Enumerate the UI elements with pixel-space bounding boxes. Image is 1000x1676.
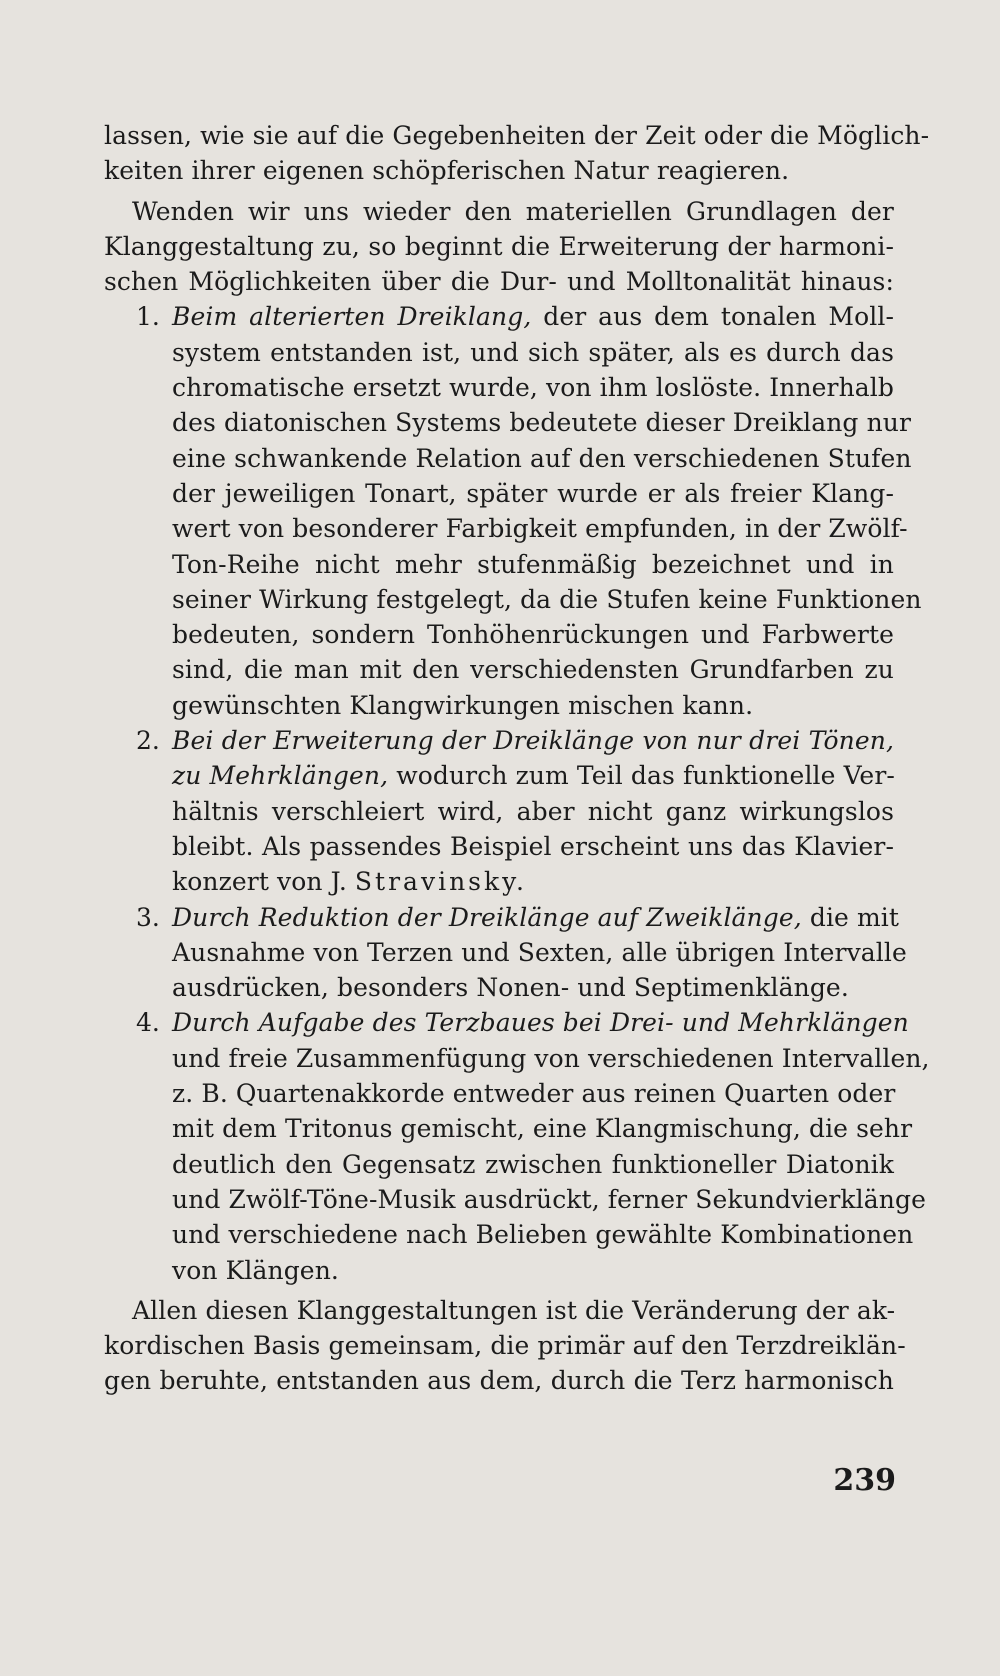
emphasis: zu Mehrklängen, <box>172 761 389 791</box>
text-line <box>172 723 894 758</box>
emphasis: Beim alterierten Dreiklang, <box>172 302 532 332</box>
text-line: Wenden wir uns wieder den materiellen Grundlagen der <box>132 196 894 226</box>
item-number: 2. <box>136 726 160 756</box>
text-line: Ton-Reihe nicht mehr stufenmäßig bezeichnet und in <box>172 549 894 579</box>
text-line: Ausnahme von Terzen und Sexten, alle übrigen Intervalle <box>172 937 907 967</box>
text-line <box>172 864 894 899</box>
paragraph-conclusion <box>104 1293 906 1399</box>
list-item-4 <box>104 1005 930 1287</box>
text-line: lassen, wie sie auf die Gegebenheiten der Zeit oder die Möglich- <box>104 121 930 150</box>
text-line: und freie Zusammenfügung von verschiedenen Intervallen, <box>172 1043 930 1073</box>
text-line: bedeuten, sondern Tonhöhenrückungen und Farbwerte <box>172 620 894 650</box>
text-line <box>172 758 894 793</box>
text-line: bleibt. Als passendes Beispiel erscheint uns das Klavier- <box>172 831 894 861</box>
list-item-1 <box>104 299 922 723</box>
text-line: von Klängen. <box>172 1255 339 1285</box>
text-line: schen Möglichkeiten über die Dur- und Molltonalität hinaus: <box>104 267 894 297</box>
emphasis: Durch Aufgabe des Terzbaues bei Drei- und Mehrklängen <box>172 1008 909 1038</box>
item-number: 3. <box>136 902 160 932</box>
text-line <box>172 1005 909 1040</box>
text-line: z. B. Quartenakkorde entweder aus reinen Quarten oder <box>172 1079 896 1109</box>
text-line <box>172 299 894 334</box>
paragraph-intro <box>104 118 930 189</box>
spaced-name: Stravinsky. <box>354 867 527 897</box>
text-line: deutlich den Gegensatz zwischen funktioneller Diatonik <box>172 1149 894 1179</box>
text-line: keiten ihrer eigenen schöpferischen Natur reagieren. <box>104 156 790 186</box>
page-number: 239 <box>833 1463 896 1498</box>
emphasis: Bei der Erweiterung der Dreiklänge von nur drei Tönen, <box>172 726 894 756</box>
text-line: wert von besonderer Farbigkeit empfunden, in der Zwölf- <box>172 514 908 544</box>
text-line: system entstanden ist, und sich später, als es durch das <box>172 337 894 367</box>
text-line: ausdrücken, besonders Nonen- und Septimenklänge. <box>172 973 849 1003</box>
text-line: Klanggestaltung zu, so beginnt die Erweiterung der harmoni- <box>104 231 894 261</box>
text-run: die mit <box>801 902 900 932</box>
text-run: wodurch zum Teil das funktionelle Ver- <box>388 761 895 791</box>
text-line: seiner Wirkung festgelegt, da die Stufen keine Funktionen <box>172 584 922 614</box>
text-line: und Zwölf-Töne-Musik ausdrückt, ferner Sekundvierklänge <box>172 1184 926 1214</box>
emphasis: Durch Reduktion der Dreiklänge auf Zweiklänge, <box>172 902 802 932</box>
text-run: der aus dem tonalen Moll- <box>531 302 894 332</box>
text-line: mit dem Tritonus gemischt, eine Klangmischung, die sehr <box>172 1114 913 1144</box>
paragraph-harmonic-expansion <box>104 194 894 300</box>
text-line: sind, die man mit den verschiedensten Grundfarben zu <box>172 655 894 685</box>
text-line: des diatonischen Systems bedeutete dieser Dreiklang nur <box>172 408 912 438</box>
list-item-3 <box>104 900 907 1006</box>
text-line: hältnis verschleiert wird, aber nicht ganz wirkungslos <box>172 796 894 826</box>
text-line: der jeweiligen Tonart, später wurde er als freier Klang- <box>172 478 894 508</box>
item-number: 1. <box>136 302 160 332</box>
text-line: gen beruhte, entstanden aus dem, durch die Terz harmonisch <box>104 1366 894 1396</box>
text-line <box>172 900 900 935</box>
text-line: kordischen Basis gemeinsam, die primär auf den Terzdreiklän- <box>104 1331 906 1361</box>
item-number: 4. <box>136 1008 160 1038</box>
text-line: Allen diesen Klanggestaltungen ist die Veränderung der ak- <box>132 1295 896 1325</box>
text-run: konzert von J. <box>172 867 355 897</box>
text-line: gewünschten Klangwirkungen mischen kann. <box>172 690 754 720</box>
text-line: und verschiedene nach Belieben gewählte Kombinationen <box>172 1220 914 1250</box>
list-item-2 <box>104 723 894 899</box>
text-line: eine schwankende Relation auf den verschiedenen Stufen <box>172 443 912 473</box>
text-line: chromatische ersetzt wurde, von ihm loslöste. Innerhalb <box>172 373 894 403</box>
